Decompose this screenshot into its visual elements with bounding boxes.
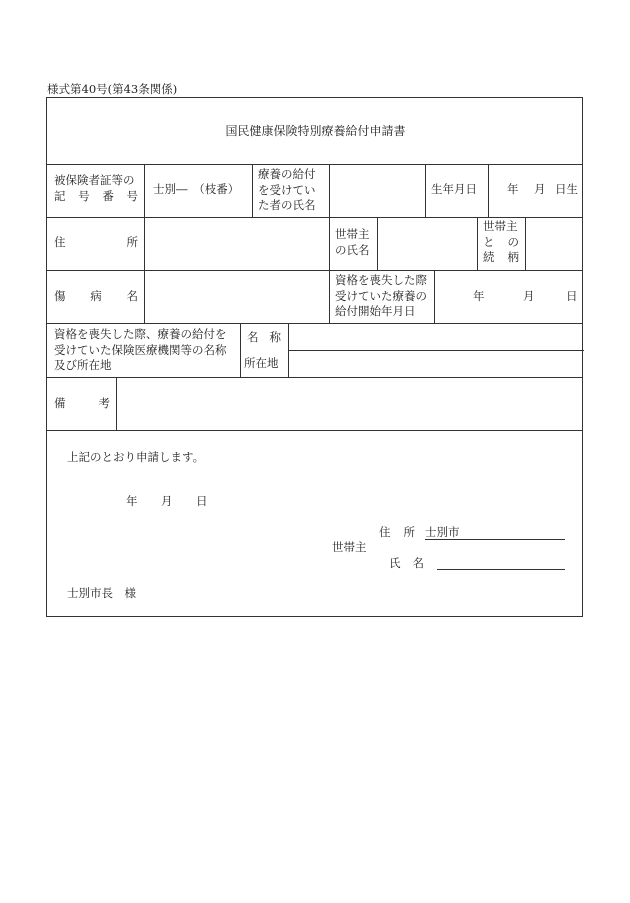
form-title: 国民健康保険特別療養給付申請書 [225,124,406,138]
birth-date-label: 生年月日 [431,182,477,196]
applicant-address-value[interactable]: 士別市 [425,525,460,539]
remarks-label: 備 考 [54,396,110,410]
applicant-name-field[interactable] [437,554,565,568]
insured-number-value[interactable]: 士別― （枝番） [153,182,240,196]
birth-month: 月 [534,182,546,196]
applicant-name-label: 氏 名 [389,556,424,570]
address-underline [425,539,565,540]
remarks-field[interactable] [119,380,581,427]
householder-label: 世帯主 [332,540,367,554]
insured-label: 被保険者証等の [54,173,135,187]
birth-day: 日生 [555,182,578,196]
relationship-label: 世帯主 と の 続 柄 [483,219,519,265]
insured-label-sub: 記 号 番 号 [54,189,138,203]
institution-label: 資格を喪失した際、療養の給付を 受けていた保険医療機関等の名称 及び所在地 [54,327,227,373]
householder-name-field[interactable] [380,220,474,266]
addressee: 士別市長 様 [67,586,136,600]
name-underline [437,569,565,570]
form-number: 様式第40号(第43条関係) [47,82,178,96]
divider [47,430,582,431]
injury-name-field[interactable] [147,273,325,319]
divider [47,377,582,378]
institution-name-field[interactable] [291,326,581,347]
divider [47,323,582,324]
institution-name-label: 名 称 [247,330,281,344]
relationship-field[interactable] [528,220,581,266]
divider [252,164,253,217]
birth-year: 年 [507,182,519,196]
application-statement: 上記のとおり申請します。 [67,450,205,464]
recipient-name-field[interactable] [332,168,422,214]
institution-location-label: 所在地 [244,356,279,370]
start-year: 年 [473,289,485,303]
divider [144,164,145,217]
applicant-address-label: 住 所 [379,525,415,539]
recipient-label: 療養の給付 を受けてい た者の氏名 [258,167,316,213]
application-day: 日 [196,494,208,508]
institution-location-field[interactable] [291,353,581,374]
divider [288,323,289,377]
divider [477,217,478,270]
divider [47,217,582,218]
application-form [46,97,583,617]
start-day: 日 [566,289,578,303]
address-field[interactable] [147,220,325,266]
divider [47,270,582,271]
application-year: 年 [126,494,138,508]
divider [144,217,145,323]
address-label: 住 所 [54,235,138,249]
divider [329,217,330,323]
divider [240,323,241,377]
divider [47,164,582,165]
benefit-start-label: 資格を喪失した際 受けていた療養の 給付開始年月日 [335,273,427,319]
application-month: 月 [161,494,173,508]
start-month: 月 [523,289,535,303]
divider [288,350,584,351]
divider [525,217,526,270]
divider [116,377,117,430]
householder-name-label: 世帯主 の氏名 [335,227,370,257]
divider [434,270,435,323]
injury-name-label: 傷 病 名 [54,289,138,303]
divider [329,164,330,217]
divider [425,164,426,217]
divider [377,217,378,270]
divider [488,164,489,217]
